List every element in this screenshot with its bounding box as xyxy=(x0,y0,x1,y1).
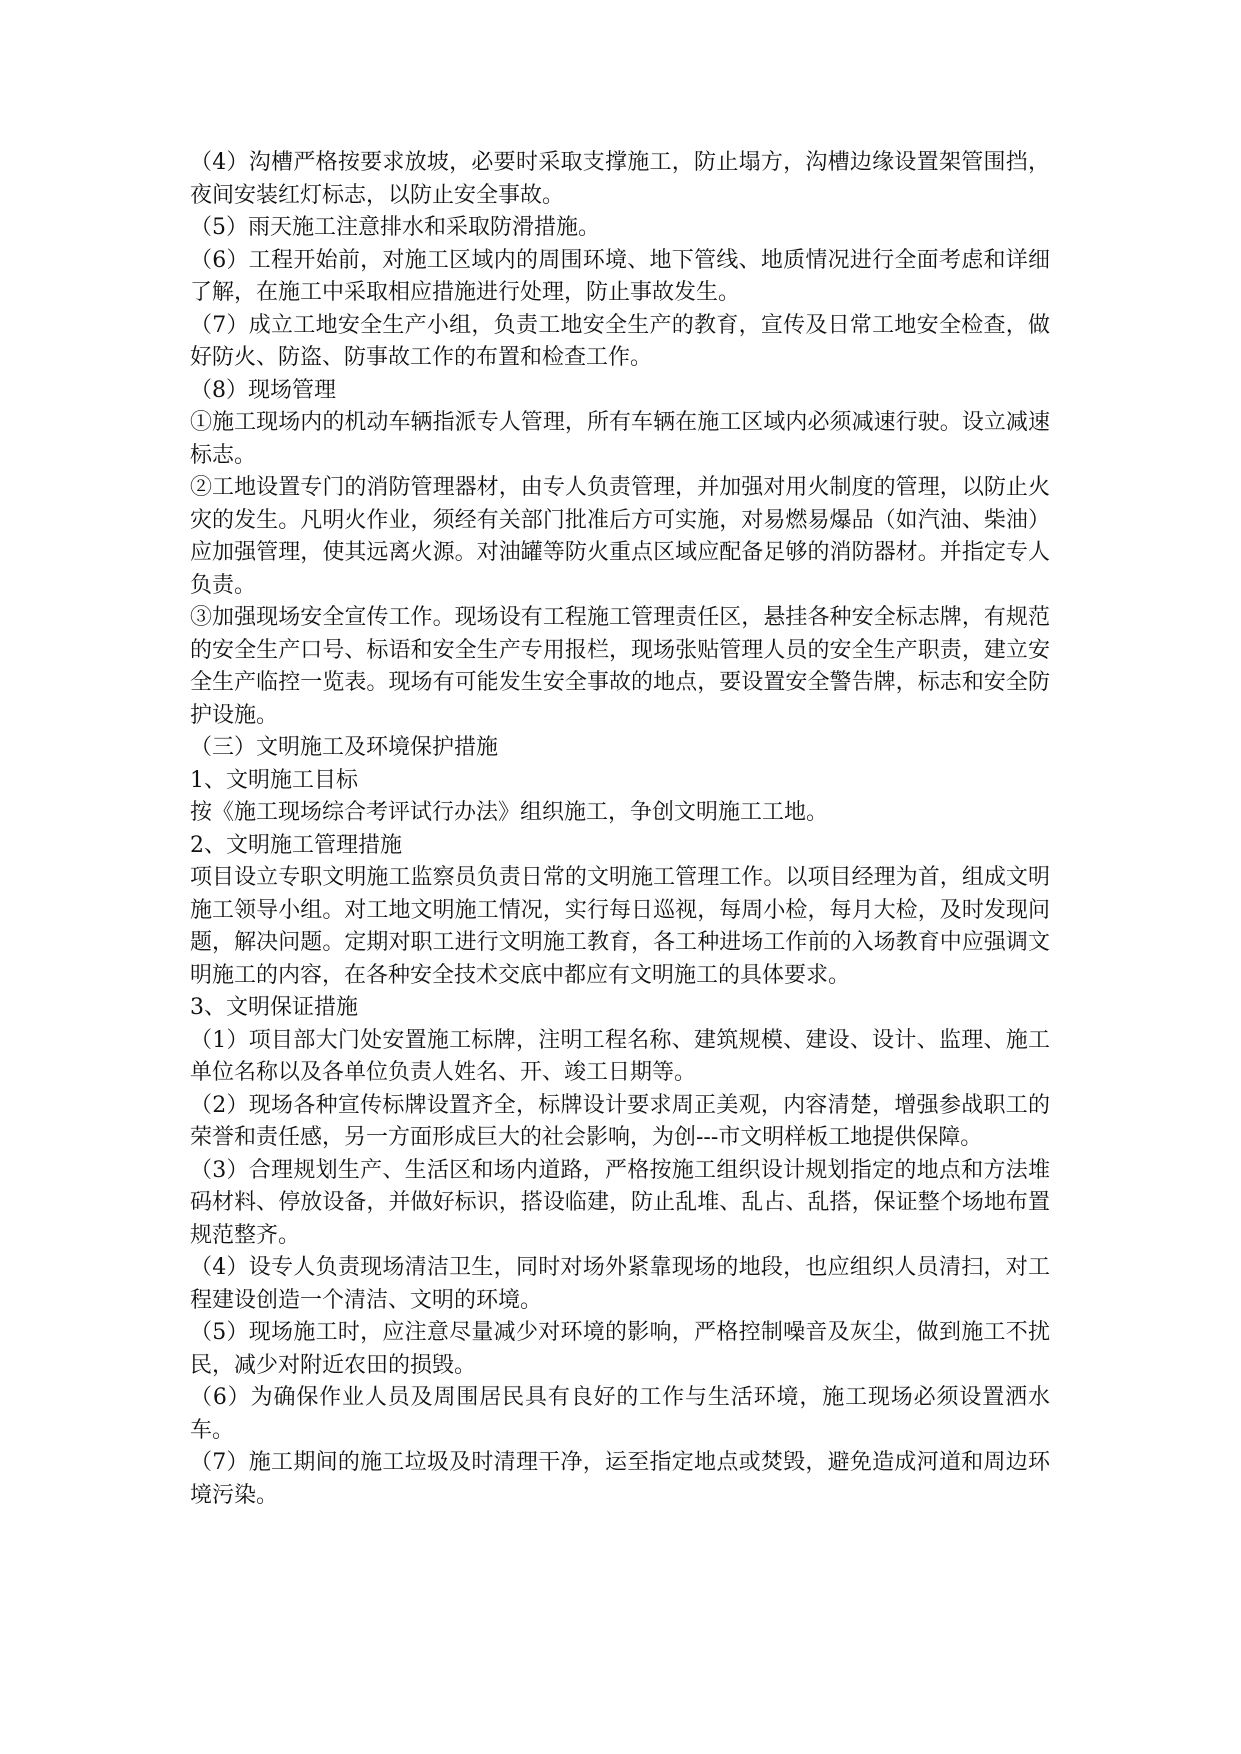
heading-site-management: （8）现场管理 xyxy=(190,377,336,403)
paragraph-publicity-boards: （2）现场各种宣传标牌设置齐全，标牌设计要求周正美观，内容清楚，增强参战职工的荣誉和责任感，另一方面形成巨大的社会影响，为创---市文明样板工地提供保障。 xyxy=(190,1092,1050,1150)
paragraph-safety-publicity: ③加强现场安全宣传工作。现场设有工程施工管理责任区，悬挂各种安全标志牌，有规范的安全生产口号、标语和安全生产专用报栏，现场张贴管理人员的安全生产职责，建立安全生产临控一览表。现场有可能发生安全事故的地点，要设置安全警告牌，标志和安全防护设施。 xyxy=(190,605,1050,728)
paragraph-site-planning: （3）合理规划生产、生活区和场内道路，严格按施工组织设计规划指定的地点和方法堆码材料、停放设备，并做好标识，搭设临建，防止乱堆、乱占、乱搭，保证整个场地布置规范整齐。 xyxy=(190,1157,1050,1248)
paragraph-site-cleaning: （4）设专人负责现场清洁卫生，同时对场外紧靠现场的地段，也应组织人员清扫，对工程建设创造一个清洁、文明的环境。 xyxy=(190,1255,1050,1313)
paragraph-rainy-day: （5）雨天施工注意排水和采取防滑措施。 xyxy=(190,215,600,240)
paragraph-trench-slope: （4）沟槽严格按要求放坡，必要时采取支撑施工，防止塌方，沟槽边缘设置架管围挡，夜间安装红灯标志，以防止安全事故。 xyxy=(190,150,1050,208)
paragraph-pre-construction-survey: （6）工程开始前，对施工区域内的周围环境、地下管线、地质情况进行全面考虑和详细了解，在施工中采取相应措施进行处理，防止事故发生。 xyxy=(190,247,1050,305)
paragraph-environment-impact: （5）现场施工时，应注意尽量减少对环境的影响，严格控制噪音及灰尘，做到施工不扰民，减少对附近农田的损毁。 xyxy=(190,1320,1050,1378)
heading-civilized-construction: （三）文明施工及环境保护措施 xyxy=(190,735,499,760)
paragraph-fire-equipment: ②工地设置专门的消防管理器材，由专人负责管理，并加强对用火制度的管理，以防止火灾的发生。凡明火作业，须经有关部门批准后方可实施，对易燃易爆品（如汽油、柴油）应加强管理，使其远离火源。对油罐等防火重点区域应配备足够的消防器材。并指定专人负责。 xyxy=(190,475,1050,598)
paragraph-waste-disposal: （7）施工期间的施工垃圾及时清理干净，运至指定地点或焚毁，避免造成河道和周边环境污染。 xyxy=(190,1450,1050,1508)
heading-guarantee-measures: 3、文明保证措施 xyxy=(190,995,358,1020)
heading-civilized-goal: 1、文明施工目标 xyxy=(190,767,358,793)
heading-management-measures: 2、文明施工管理措施 xyxy=(190,832,402,858)
paragraph-gate-signboard: （1）项目部大门处安置施工标牌，注明工程名称、建筑规模、建设、设计、监理、施工单位名称以及各单位负责人姓名、开、竣工日期等。 xyxy=(190,1027,1050,1085)
paragraph-vehicle-management: ①施工现场内的机动车辆指派专人管理，所有车辆在施工区域内必须减速行驶。设立减速标志。 xyxy=(190,410,1050,468)
paragraph-safety-group: （7）成立工地安全生产小组，负责工地安全生产的教育，宣传及日常工地安全检查，做好防火、防盗、防事故工作的布置和检查工作。 xyxy=(190,312,1050,370)
paragraph-management-measures: 项目设立专职文明施工监察员负责日常的文明施工管理工作。以项目经理为首，组成文明施工领导小组。对工地文明施工情况，实行每日巡视，每周小检，每月大检，及时发现问题，解决问题。定期对职工进行文明施工教育，各工种进场工作前的入场教育中应强调文明施工的内容，在各种安全技术交底中都应有文明施工的具体要求。 xyxy=(190,865,1050,988)
paragraph-civilized-goal: 按《施工现场综合考评试行办法》组织施工，争创文明施工工地。 xyxy=(190,800,829,825)
paragraph-sprinkler-truck: （6）为确保作业人员及周围居民具有良好的工作与生活环境，施工现场必须设置洒水车。 xyxy=(190,1385,1050,1443)
document-body xyxy=(190,147,1050,1512)
